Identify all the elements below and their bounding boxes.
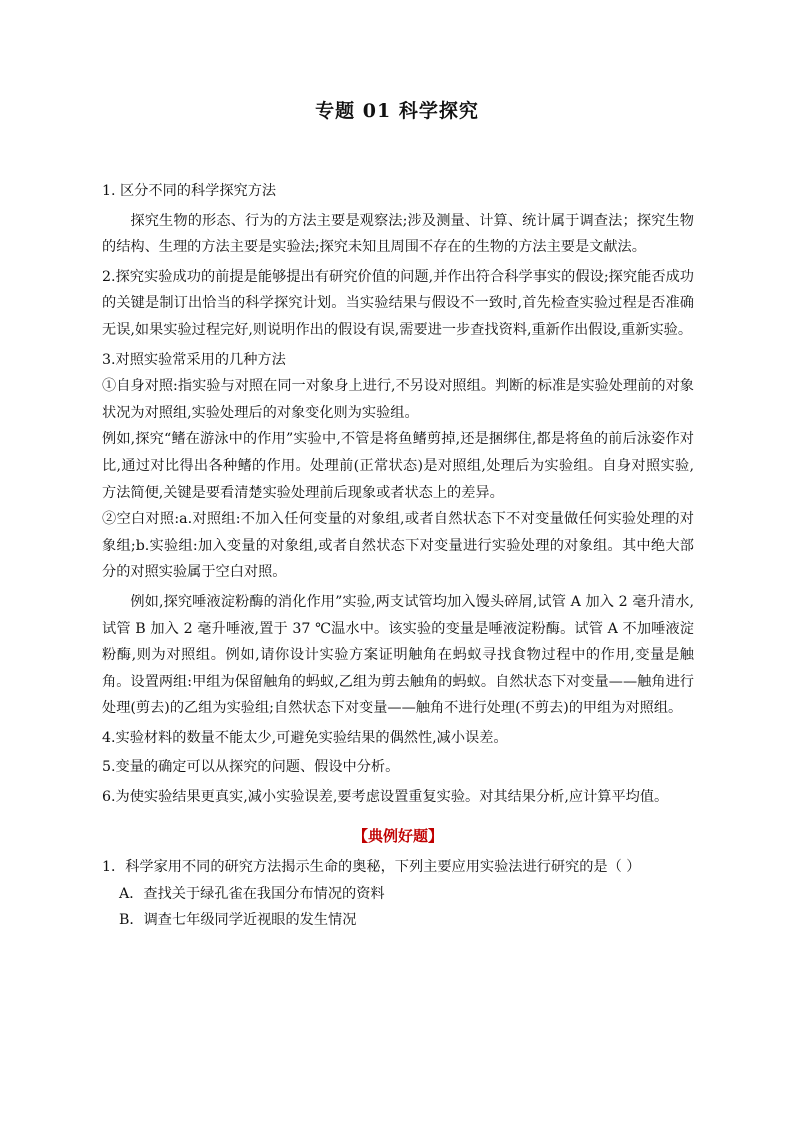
- section-1-heading: 1. 区分不同的科学探究方法: [102, 183, 277, 199]
- section-5-text: 5.变量的确定可以从探究的问题、假设中分析。: [102, 759, 400, 776]
- section-1-text: 探究生物的形态、行为的方法主要是观察法;涉及测量、计算、统计属于调查法；探究生物的结构、生理的方法主要是实验法;探究未知且周围不存在的生物的方法主要是文献法。: [102, 212, 694, 256]
- section-3-heading: 3.对照实验常采用的几种方法: [102, 351, 286, 368]
- self-control-text: ①自身对照:指实验与对照在同一对象身上进行,不另设对照组。判断的标准是实验处理前的对象状况为对照组,实验处理后的对象变化则为实验组。: [102, 378, 694, 421]
- question-1-option-b: B．调查七年级同学近视眼的发生情况: [119, 912, 357, 929]
- page-title: 专题 01 科学探究: [315, 100, 479, 122]
- blank-control-example: 例如,探究唾液淀粉酶的消化作用”实验,两支试管均加入馒头碎屑,试管 A 加入 2 毫升清水,试管 B 加入 2 毫升唾液,置于 37 ℃温水中。该实验的变量是唾液淀粉酶。试管 A 不加唾液淀粉酶,则为对照组。例如,请你设计实验方案证明触角在蚂蚁寻找食物过程中的作用,变量是触角。设置两组:甲组为保留触角的蚂蚁,乙组为剪去触角的蚂蚁。自然状态下对变量——触角进行处理(剪去)的乙组为实验组;自然状态下对变量——触角不进行处理(不剪去)的甲组为对照组。: [102, 593, 694, 717]
- section-6-text: 6.为使实验结果更真实,减小实验误差,要考虑设置重复实验。对其结果分析,应计算平均值。: [102, 789, 669, 806]
- document-body: [102, 178, 694, 934]
- examples-heading: 【典例好题】: [352, 826, 443, 845]
- question-1-stem: 1．科学家用不同的研究方法揭示生命的奥秘，下列主要应用实验法进行研究的是（ ）: [102, 859, 641, 876]
- self-control-example: 例如,探究“鳍在游泳中的作用”实验中,不管是将鱼鳍剪掉,还是捆绑住,都是将鱼的前后泳姿作对比,通过对比得出各种鳍的作用。处理前(正常状态)是对照组,处理后为实验组。自身对照实验,方法简便,关键是要看清楚实验处理前后现象或者状态上的差异。: [102, 431, 694, 501]
- section-2-text: 2.探究实验成功的前提是能够提出有研究价值的问题,并作出符合科学事实的假设;探究能否成功的关键是制订出恰当的科学探究计划。当实验结果与假设不一致时,首先检查实验过程是否准确无误,如果实验过程完好,则说明作出的假设有误,需要进一步查找资料,重新作出假设,重新实验。: [102, 268, 694, 338]
- blank-control-text: ②空白对照:a.对照组:不加入任何变量的对象组,或者自然状态下不对变量做任何实验处理的对象组;b.实验组:加入变量的对象组,或者自然状态下对变量进行实验处理的对象组。其中绝大部分的对照实验属于空白对照。: [102, 511, 694, 581]
- section-4-text: 4.实验材料的数量不能太少,可避免实验结果的偶然性,减小误差。: [102, 729, 508, 746]
- question-1-option-a: A．查找关于绿孔雀在我国分布情况的资料: [119, 885, 385, 902]
